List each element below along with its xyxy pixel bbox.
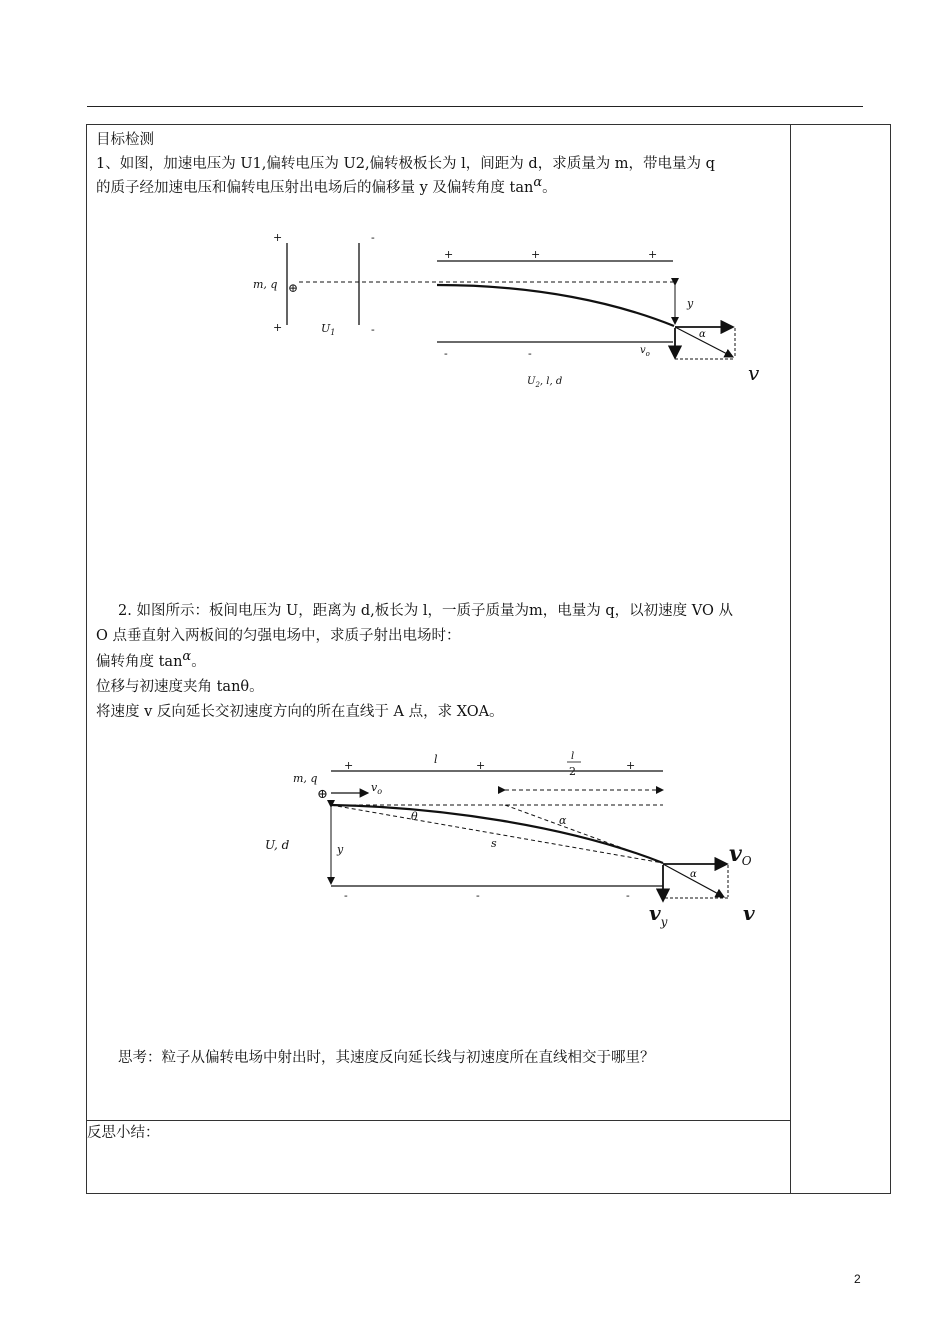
fig1-v-label: v bbox=[748, 361, 760, 385]
fig1-charge-label: m, q bbox=[253, 278, 278, 291]
fig2-vy-label: $v_y$ bbox=[649, 901, 668, 929]
fig2-s-label: s bbox=[491, 837, 497, 850]
side-cell bbox=[791, 125, 891, 1194]
problem2-line2: O 点垂直射入两板间的匀强电场中，求质子射出电场时： bbox=[96, 628, 461, 644]
fig1-plate-plus-2: + bbox=[531, 248, 541, 261]
figure-1-accel-deflect bbox=[87, 125, 790, 425]
fig1-plate-minus-2: - bbox=[528, 347, 532, 360]
fig2-ud-label: U, d bbox=[265, 838, 290, 852]
fig1-plate-plus-1: + bbox=[444, 248, 454, 261]
fig2-alpha-right-label: α bbox=[690, 869, 697, 880]
page-number: 2 bbox=[854, 1272, 861, 1286]
fig2-minus-1: - bbox=[344, 889, 348, 902]
problem1-line2: 的质子经加速电压和偏转电压射出电场后的偏移量 y 及偏转角度 tanα。 bbox=[96, 175, 557, 196]
fig2-charge-label: m, q bbox=[293, 772, 318, 785]
fig1-u1-label: $U_1$ bbox=[321, 322, 336, 337]
fig1-plus-bottom-left: + bbox=[273, 321, 283, 334]
problem1-line1: 1、如图，加速电压为 U1,偏转电压为 U2,偏转极板长为 l，间距为 d，求质量为 m，带电量为 q bbox=[96, 156, 715, 172]
fig2-minus-3: - bbox=[626, 889, 630, 902]
section-title: 目标检测 bbox=[96, 132, 154, 148]
problem2-line3: 偏转角度 tanα。 bbox=[96, 649, 206, 670]
worksheet-table bbox=[86, 124, 891, 1194]
fig2-plus-1: + bbox=[344, 759, 354, 772]
fig2-l-label: l bbox=[434, 753, 438, 766]
fig2-plus-3: + bbox=[626, 759, 636, 772]
reflection-label: 反思小结： bbox=[87, 1125, 160, 1141]
fig2-v0-big-label: vO bbox=[729, 841, 752, 868]
fig1-v0-label: $v_o$ bbox=[640, 345, 650, 358]
fig2-alpha-top-label: α bbox=[559, 814, 567, 827]
fig1-minus-bottom-right: - bbox=[371, 323, 375, 336]
fig2-plus-2: + bbox=[476, 759, 486, 772]
fig1-plus-top-left: + bbox=[273, 231, 283, 244]
fig1-plate-minus-1: - bbox=[444, 347, 448, 360]
fig2-theta-label: θ bbox=[411, 810, 418, 823]
fig1-proton-symbol: ⊕ bbox=[288, 281, 299, 295]
fig1-plate-plus-3: + bbox=[648, 248, 658, 261]
fig1-minus-top-right: - bbox=[371, 231, 375, 244]
fig2-v-label: v bbox=[743, 901, 755, 925]
thinking-question: 思考：粒子从偏转电场中射出时，其速度反向延长线与初速度所在直线相交于哪里？ bbox=[118, 1050, 655, 1066]
fig2-half-den: 2 bbox=[569, 765, 576, 778]
fig1-y-label: y bbox=[687, 297, 694, 310]
main-cell bbox=[87, 125, 791, 1121]
fig2-v0-small-label: $v_o$ bbox=[371, 781, 383, 796]
problem2-line5: 将速度 v 反向延长交初速度方向的所在直线于 A 点，求 XOA。 bbox=[96, 704, 504, 720]
header-rule bbox=[87, 106, 863, 107]
fig2-half-num: l bbox=[571, 751, 575, 762]
fig1-alpha-label: α bbox=[699, 329, 706, 340]
fig2-y-label: y bbox=[337, 843, 344, 856]
problem2-line1: 2. 如图所示：板间电压为 U，距离为 d,板长为 l，一质子质量为m，电量为 q，以初速度 VO 从 bbox=[118, 603, 733, 619]
fig2-proton-symbol: ⊕ bbox=[317, 787, 328, 802]
fig1-plates-label: $U_2$, l, d bbox=[527, 376, 563, 389]
fig2-minus-2: - bbox=[476, 889, 480, 902]
reflection-cell bbox=[87, 1121, 791, 1194]
figure-2-deflection bbox=[87, 725, 790, 955]
problem2-line4: 位移与初速度夹角 tanθ。 bbox=[96, 679, 264, 695]
